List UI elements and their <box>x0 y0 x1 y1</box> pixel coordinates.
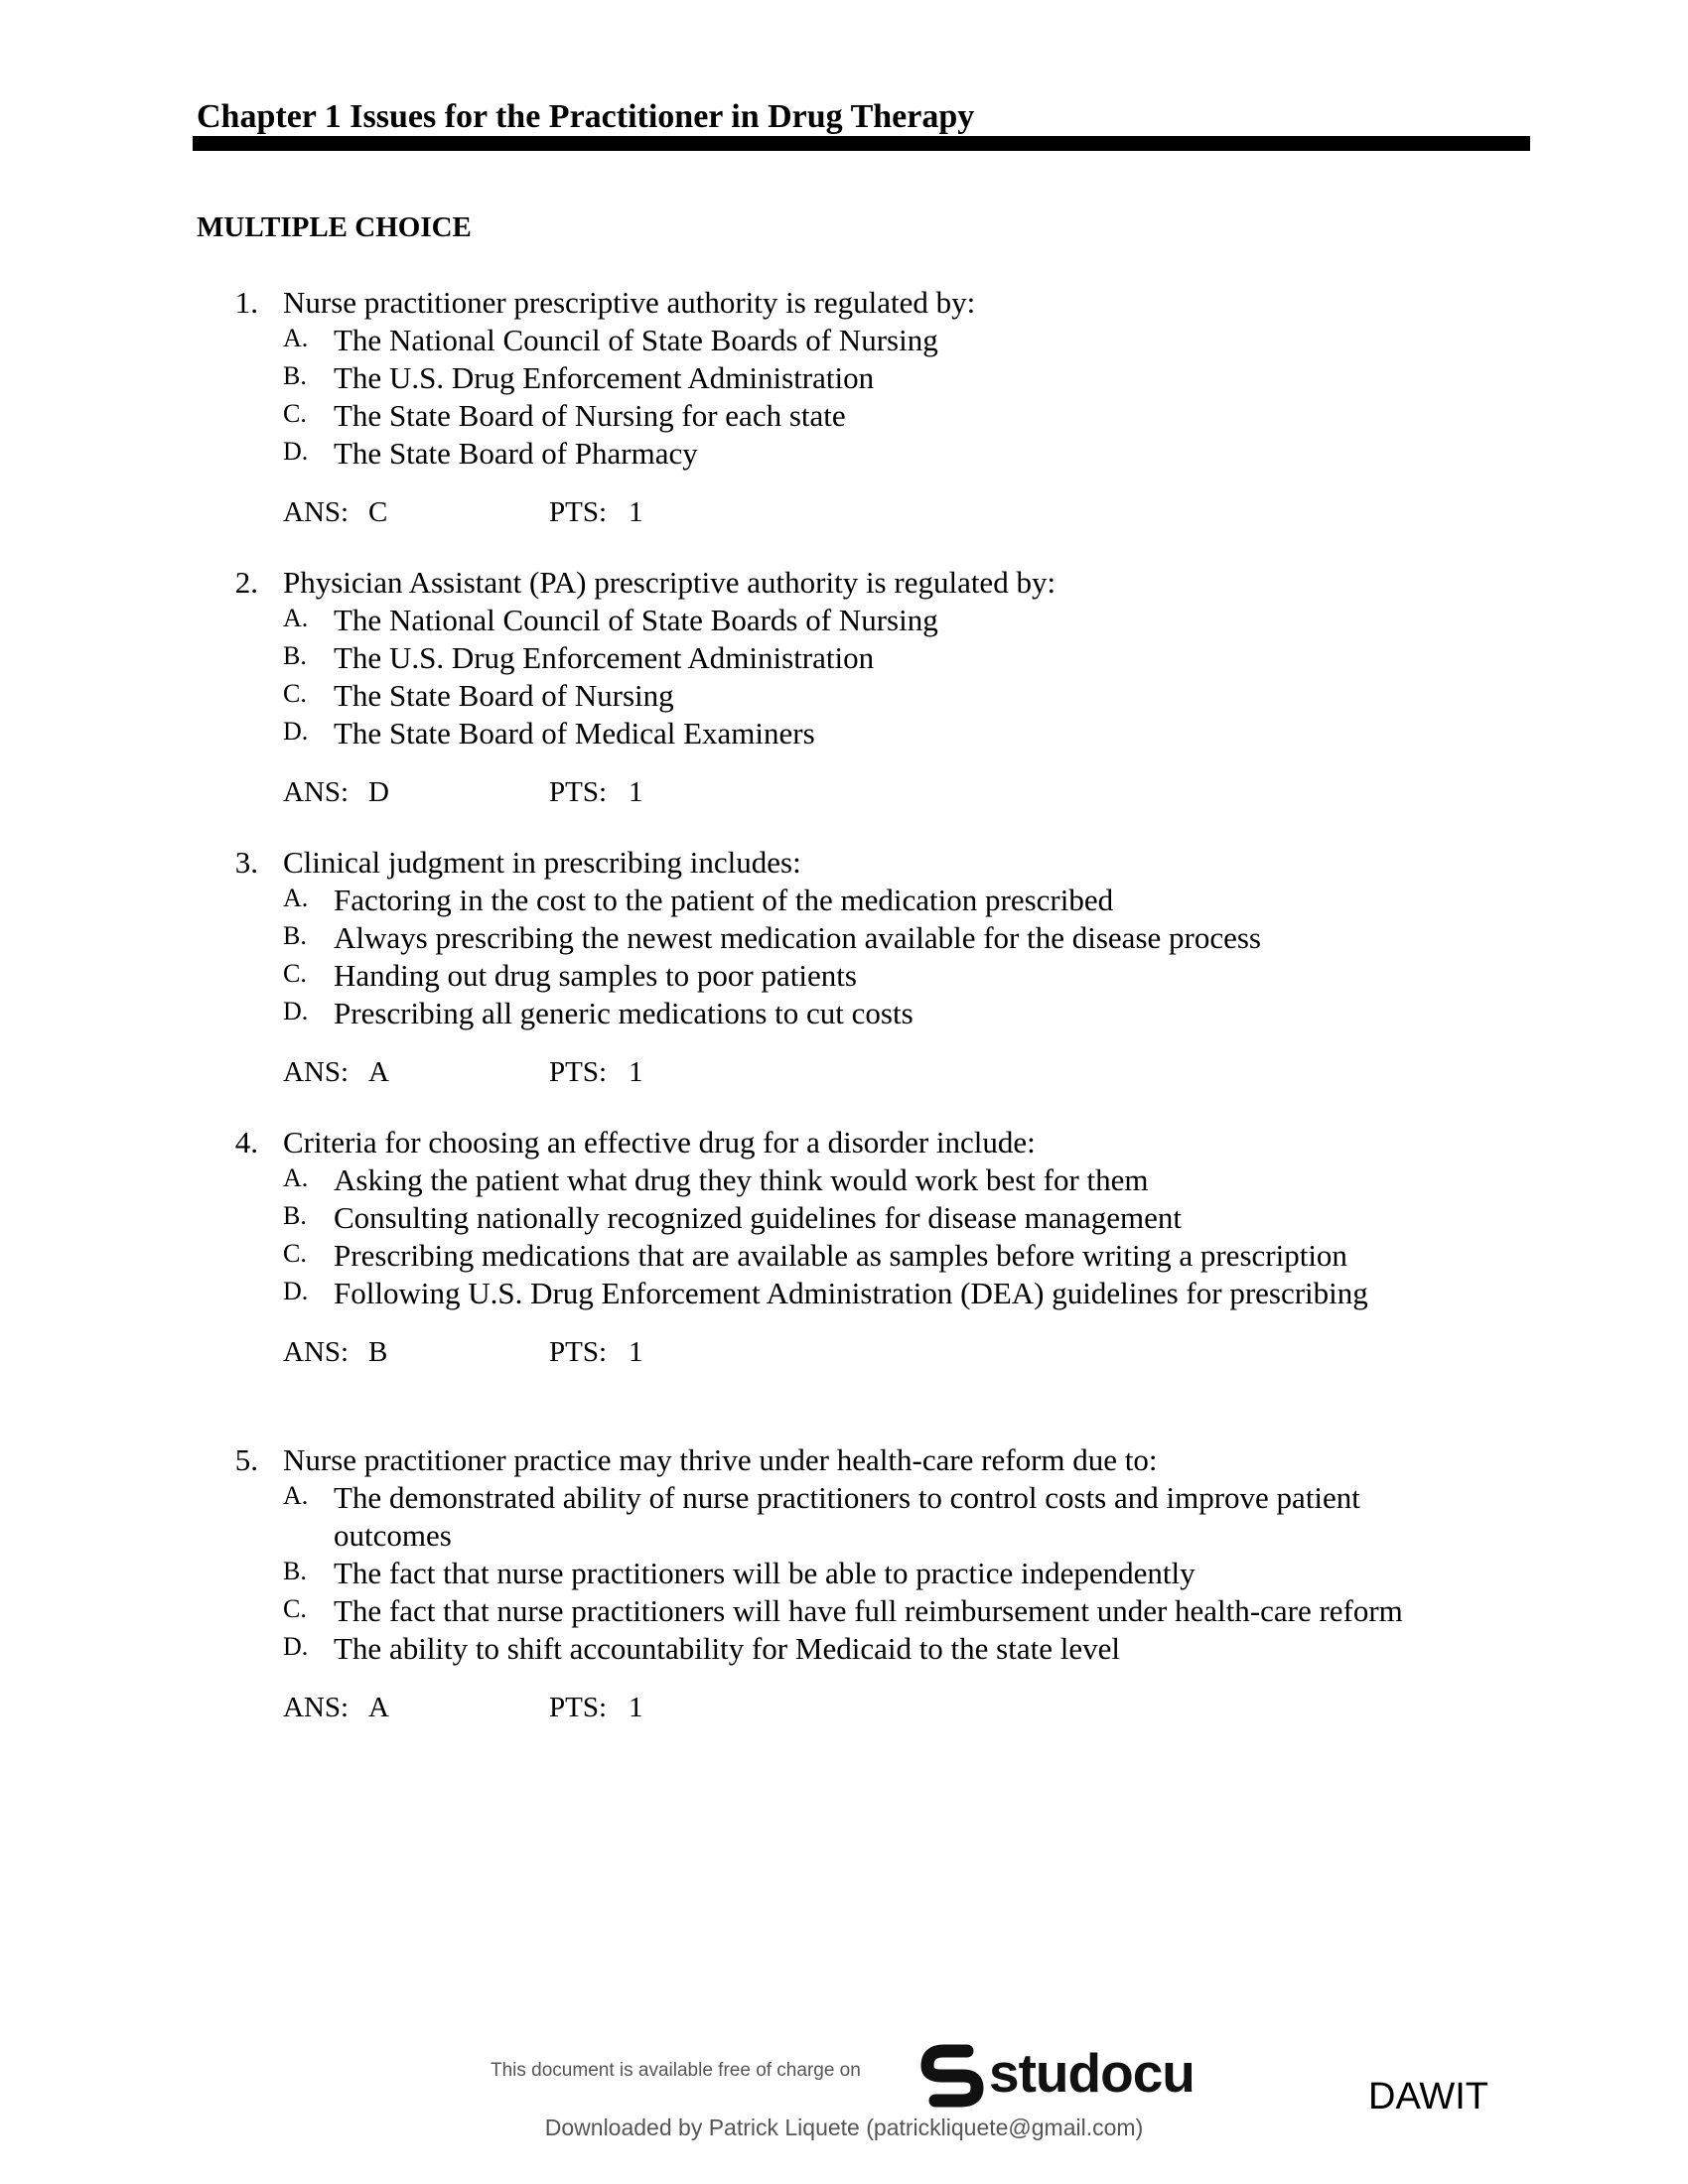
answer-row <box>0 1332 1688 1372</box>
question-text: Nurse practitioner practice may thrive under health-care reform due to: <box>283 1442 1158 1477</box>
option-text: Prescribing medications that are available as samples before writing a prescription <box>334 1238 1347 1273</box>
option-letter: C. <box>283 1239 307 1268</box>
answer-option <box>0 602 1688 639</box>
answer-label: ANS: <box>283 1692 350 1723</box>
watermark-name: DAWIT <box>1368 2076 1489 2117</box>
option-text: Asking the patient what drug they think would work best for them <box>334 1162 1149 1197</box>
option-text: The State Board of Medical Examiners <box>334 716 815 751</box>
answer-option <box>0 1199 1688 1237</box>
section-heading: MULTIPLE CHOICE <box>197 211 472 243</box>
points-label: PTS: <box>549 1336 608 1368</box>
answer-option <box>0 1630 1688 1668</box>
question-number: 2. <box>234 565 258 600</box>
option-text: Following U.S. Drug Enforcement Administration (DEA) guidelines for prescribing <box>334 1276 1368 1310</box>
answer-option <box>0 715 1688 752</box>
answer-option <box>0 397 1688 435</box>
answer-label: ANS: <box>283 1336 350 1368</box>
answer-option <box>0 1237 1688 1275</box>
points-value: 1 <box>629 1056 643 1088</box>
question-text: Physician Assistant (PA) prescriptive authority is regulated by: <box>283 565 1056 600</box>
option-text: Handing out drug samples to poor patients <box>334 958 857 993</box>
question-stem <box>0 1124 1688 1161</box>
option-letter: A. <box>283 1163 309 1192</box>
answer-option <box>0 1275 1688 1312</box>
points-label: PTS: <box>549 1056 608 1088</box>
option-text: Prescribing all generic medications to cut costs <box>334 996 914 1030</box>
answer-option <box>0 677 1688 715</box>
option-letter: B. <box>283 361 307 390</box>
answer-option <box>0 1479 1688 1555</box>
page-title: Chapter 1 Issues for the Practitioner in Drug Therapy <box>197 98 975 135</box>
answer-option <box>0 1555 1688 1592</box>
points-label: PTS: <box>549 496 608 528</box>
option-letter: A. <box>283 604 309 632</box>
question-text: Nurse practitioner prescriptive authority is regulated by: <box>283 285 976 320</box>
answer-option <box>0 995 1688 1032</box>
question-text: Clinical judgment in prescribing includes: <box>283 845 801 880</box>
option-text: The State Board of Nursing <box>334 678 674 713</box>
option-letter: A. <box>283 884 309 912</box>
answer-label: ANS: <box>283 776 350 808</box>
question-number: 3. <box>234 845 258 880</box>
answer-row <box>0 1052 1688 1092</box>
option-letter: B. <box>283 1557 307 1585</box>
option-text: Factoring in the cost to the patient of the medication prescribed <box>334 883 1114 917</box>
question-number: 5. <box>234 1442 258 1477</box>
question-1 <box>0 284 1688 532</box>
question-number: 1. <box>234 285 258 320</box>
question-stem <box>0 1441 1688 1479</box>
points-value: 1 <box>629 496 643 528</box>
option-letter: D. <box>283 1632 309 1661</box>
answer-label: ANS: <box>283 496 350 528</box>
points-label: PTS: <box>549 776 608 808</box>
answer-value: B <box>368 1336 388 1368</box>
answer-row <box>0 772 1688 812</box>
option-letter: A. <box>283 324 309 352</box>
title-rule <box>193 136 1530 151</box>
option-text: The ability to shift accountability for Medicaid to the state level <box>334 1631 1120 1666</box>
option-text: The demonstrated ability of nurse practitioners to control costs and improve patient outcomes <box>334 1480 1360 1553</box>
option-letter: D. <box>283 717 309 746</box>
option-text: The State Board of Nursing for each state <box>334 398 846 433</box>
question-3 <box>0 844 1688 1092</box>
option-text: The U.S. Drug Enforcement Administration <box>334 640 875 675</box>
answer-option <box>0 639 1688 677</box>
question-number: 4. <box>234 1125 258 1160</box>
studocu-logo-icon <box>915 2039 989 2113</box>
answer-option <box>0 435 1688 473</box>
option-letter: D. <box>283 997 309 1025</box>
option-letter: C. <box>283 959 307 988</box>
option-text: The State Board of Pharmacy <box>334 436 698 471</box>
option-text: The fact that nurse practitioners will have full reimbursement under health-care reform <box>334 1593 1403 1628</box>
answer-option <box>0 1161 1688 1199</box>
answer-value: A <box>368 1692 389 1723</box>
option-letter: B. <box>283 921 307 950</box>
points-label: PTS: <box>549 1692 608 1723</box>
answer-row <box>0 492 1688 532</box>
availability-notice: This document is available free of charge on <box>491 2060 861 2081</box>
points-value: 1 <box>629 776 643 808</box>
answer-option <box>0 957 1688 995</box>
option-text: The National Council of State Boards of Nursing <box>334 323 938 357</box>
option-letter: D. <box>283 1277 309 1305</box>
question-text: Criteria for choosing an effective drug for a disorder include: <box>283 1125 1036 1160</box>
question-2 <box>0 564 1688 812</box>
option-letter: B. <box>283 1201 307 1230</box>
option-text: The U.S. Drug Enforcement Administration <box>334 360 875 395</box>
points-value: 1 <box>629 1692 643 1723</box>
answer-option <box>0 882 1688 919</box>
answer-option <box>0 359 1688 397</box>
answer-value: A <box>368 1056 389 1088</box>
question-stem <box>0 844 1688 882</box>
option-text: The fact that nurse practitioners will be able to practice independently <box>334 1556 1196 1590</box>
option-text: Consulting nationally recognized guidelines for disease management <box>334 1200 1182 1235</box>
answer-value: D <box>368 776 389 808</box>
answer-value: C <box>368 496 388 528</box>
option-letter: A. <box>283 1481 309 1510</box>
points-value: 1 <box>629 1336 643 1368</box>
answer-row <box>0 1688 1688 1727</box>
download-attribution: Downloaded by Patrick Liquete (patrickliquete@gmail.com) <box>544 2115 1144 2140</box>
answer-label: ANS: <box>283 1056 350 1088</box>
option-letter: D. <box>283 437 309 466</box>
question-stem <box>0 564 1688 602</box>
option-text: The National Council of State Boards of Nursing <box>334 603 938 637</box>
answer-option <box>0 322 1688 359</box>
question-4 <box>0 1124 1688 1372</box>
option-letter: B. <box>283 641 307 670</box>
question-stem <box>0 284 1688 322</box>
option-text: Always prescribing the newest medication available for the disease process <box>334 920 1261 955</box>
option-letter: C. <box>283 1594 307 1623</box>
question-5 <box>0 1441 1688 1727</box>
option-letter: C. <box>283 679 307 708</box>
answer-option <box>0 919 1688 957</box>
studocu-logo[interactable] <box>915 2039 1195 2113</box>
answer-option <box>0 1592 1688 1630</box>
option-letter: C. <box>283 399 307 428</box>
studocu-brand-name: studocu <box>989 2042 1195 2104</box>
